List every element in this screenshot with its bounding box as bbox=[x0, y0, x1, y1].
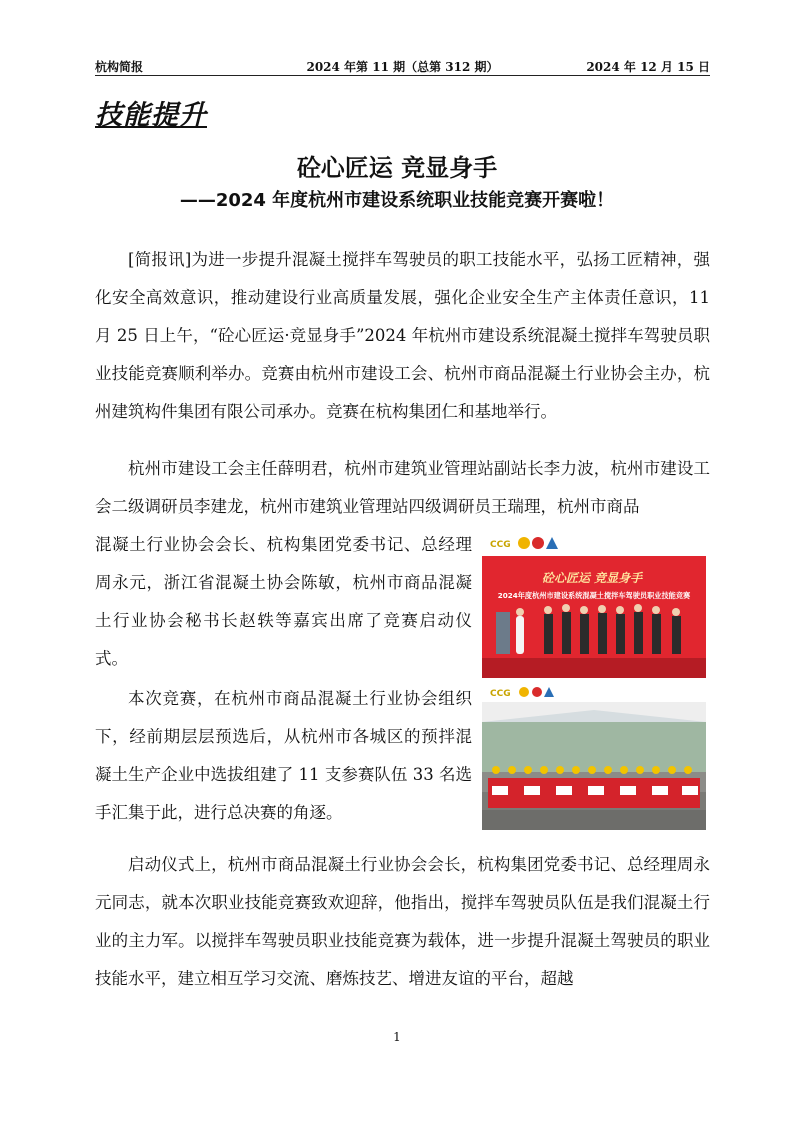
banner-slogan: 砼心匠运 竞显身手 bbox=[542, 571, 643, 585]
section-title: 技能提升 bbox=[95, 100, 207, 131]
ceremony-photo bbox=[482, 530, 706, 678]
paragraph-competition: 本次竞赛，在杭州市商品混凝土行业协会组织下，经前期层层预选后，从杭州市各城区的预拌混凝土生产企业中选拔组建了 11 支参赛队伍 33 名选手汇集于此，进行总决赛的角逐。 bbox=[95, 689, 472, 822]
paragraph-opening-speech: 启动仪式上，杭州市商品混凝土行业协会会长，杭构集团党委书记、总经理周永元同志，就本次职业技能竞赛致欢迎辞，他指出，搅拌车驾驶员队伍是我们混凝土行业的主力军。以搅拌车驾驶员职业技能竞赛为载体，进一步提升混凝土驾驶员的职业技能水平，建立相互学习交流、磨炼技艺、增进友谊的平台，超越 bbox=[95, 855, 710, 988]
page-number: 1 bbox=[393, 1030, 401, 1044]
article-title: 砼心匠运 竞显身手 bbox=[296, 154, 498, 182]
banner-event-name: 2024年度杭州市建设系统混凝土搅拌车驾驶员职业技能竞赛 bbox=[497, 591, 691, 600]
header-publication-name: 杭构简报 bbox=[95, 60, 144, 74]
paragraph-guests: 杭州市建设工会主任薛明君，杭州市建筑业管理站副站长李力波，杭州市建设工会二级调研员李建龙，杭州市建筑业管理站四级调研员王瑞理，杭州市商品 bbox=[95, 459, 710, 516]
paragraph-guests-continued: 混凝土行业协会会长、杭构集团党委书记、总经理周永元，浙江省混凝土协会陈敏，杭州市商品混凝土行业协会秘书长赵轶等嘉宾出席了竞赛启动仪式。 bbox=[95, 535, 472, 668]
page-header bbox=[95, 57, 710, 76]
article-subtitle: ——2024 年度杭州市建设系统职业技能竞赛开赛啦！ bbox=[179, 190, 615, 211]
paragraph-intro: [简报讯]为进一步提升混凝土搅拌车驾驶员的职工技能水平，弘扬工匠精神，强化安全高效意识，推动建设行业高质量发展，强化企业安全生产主体责任意识，11 月 25 日上午，“砼心匠运·竞显身手”2024 年杭州市建设系统混凝土搅拌车驾驶员职业技能竞赛顺利举办。竞赛由杭州市建设工会、杭州市商品混凝土行业协会主办，杭州建筑构件集团有限公司承办。竞赛在杭构集团仁和基地举行。 bbox=[95, 250, 710, 421]
contestants-photo-logo: CCG bbox=[490, 689, 511, 699]
header-date: 2024 年 12 月 15 日 bbox=[586, 60, 710, 74]
ceremony-photo-logo: CCG bbox=[490, 540, 511, 550]
header-issue: 2024 年第 11 期（总第 312 期） bbox=[306, 60, 499, 74]
contestants-photo bbox=[482, 682, 706, 830]
